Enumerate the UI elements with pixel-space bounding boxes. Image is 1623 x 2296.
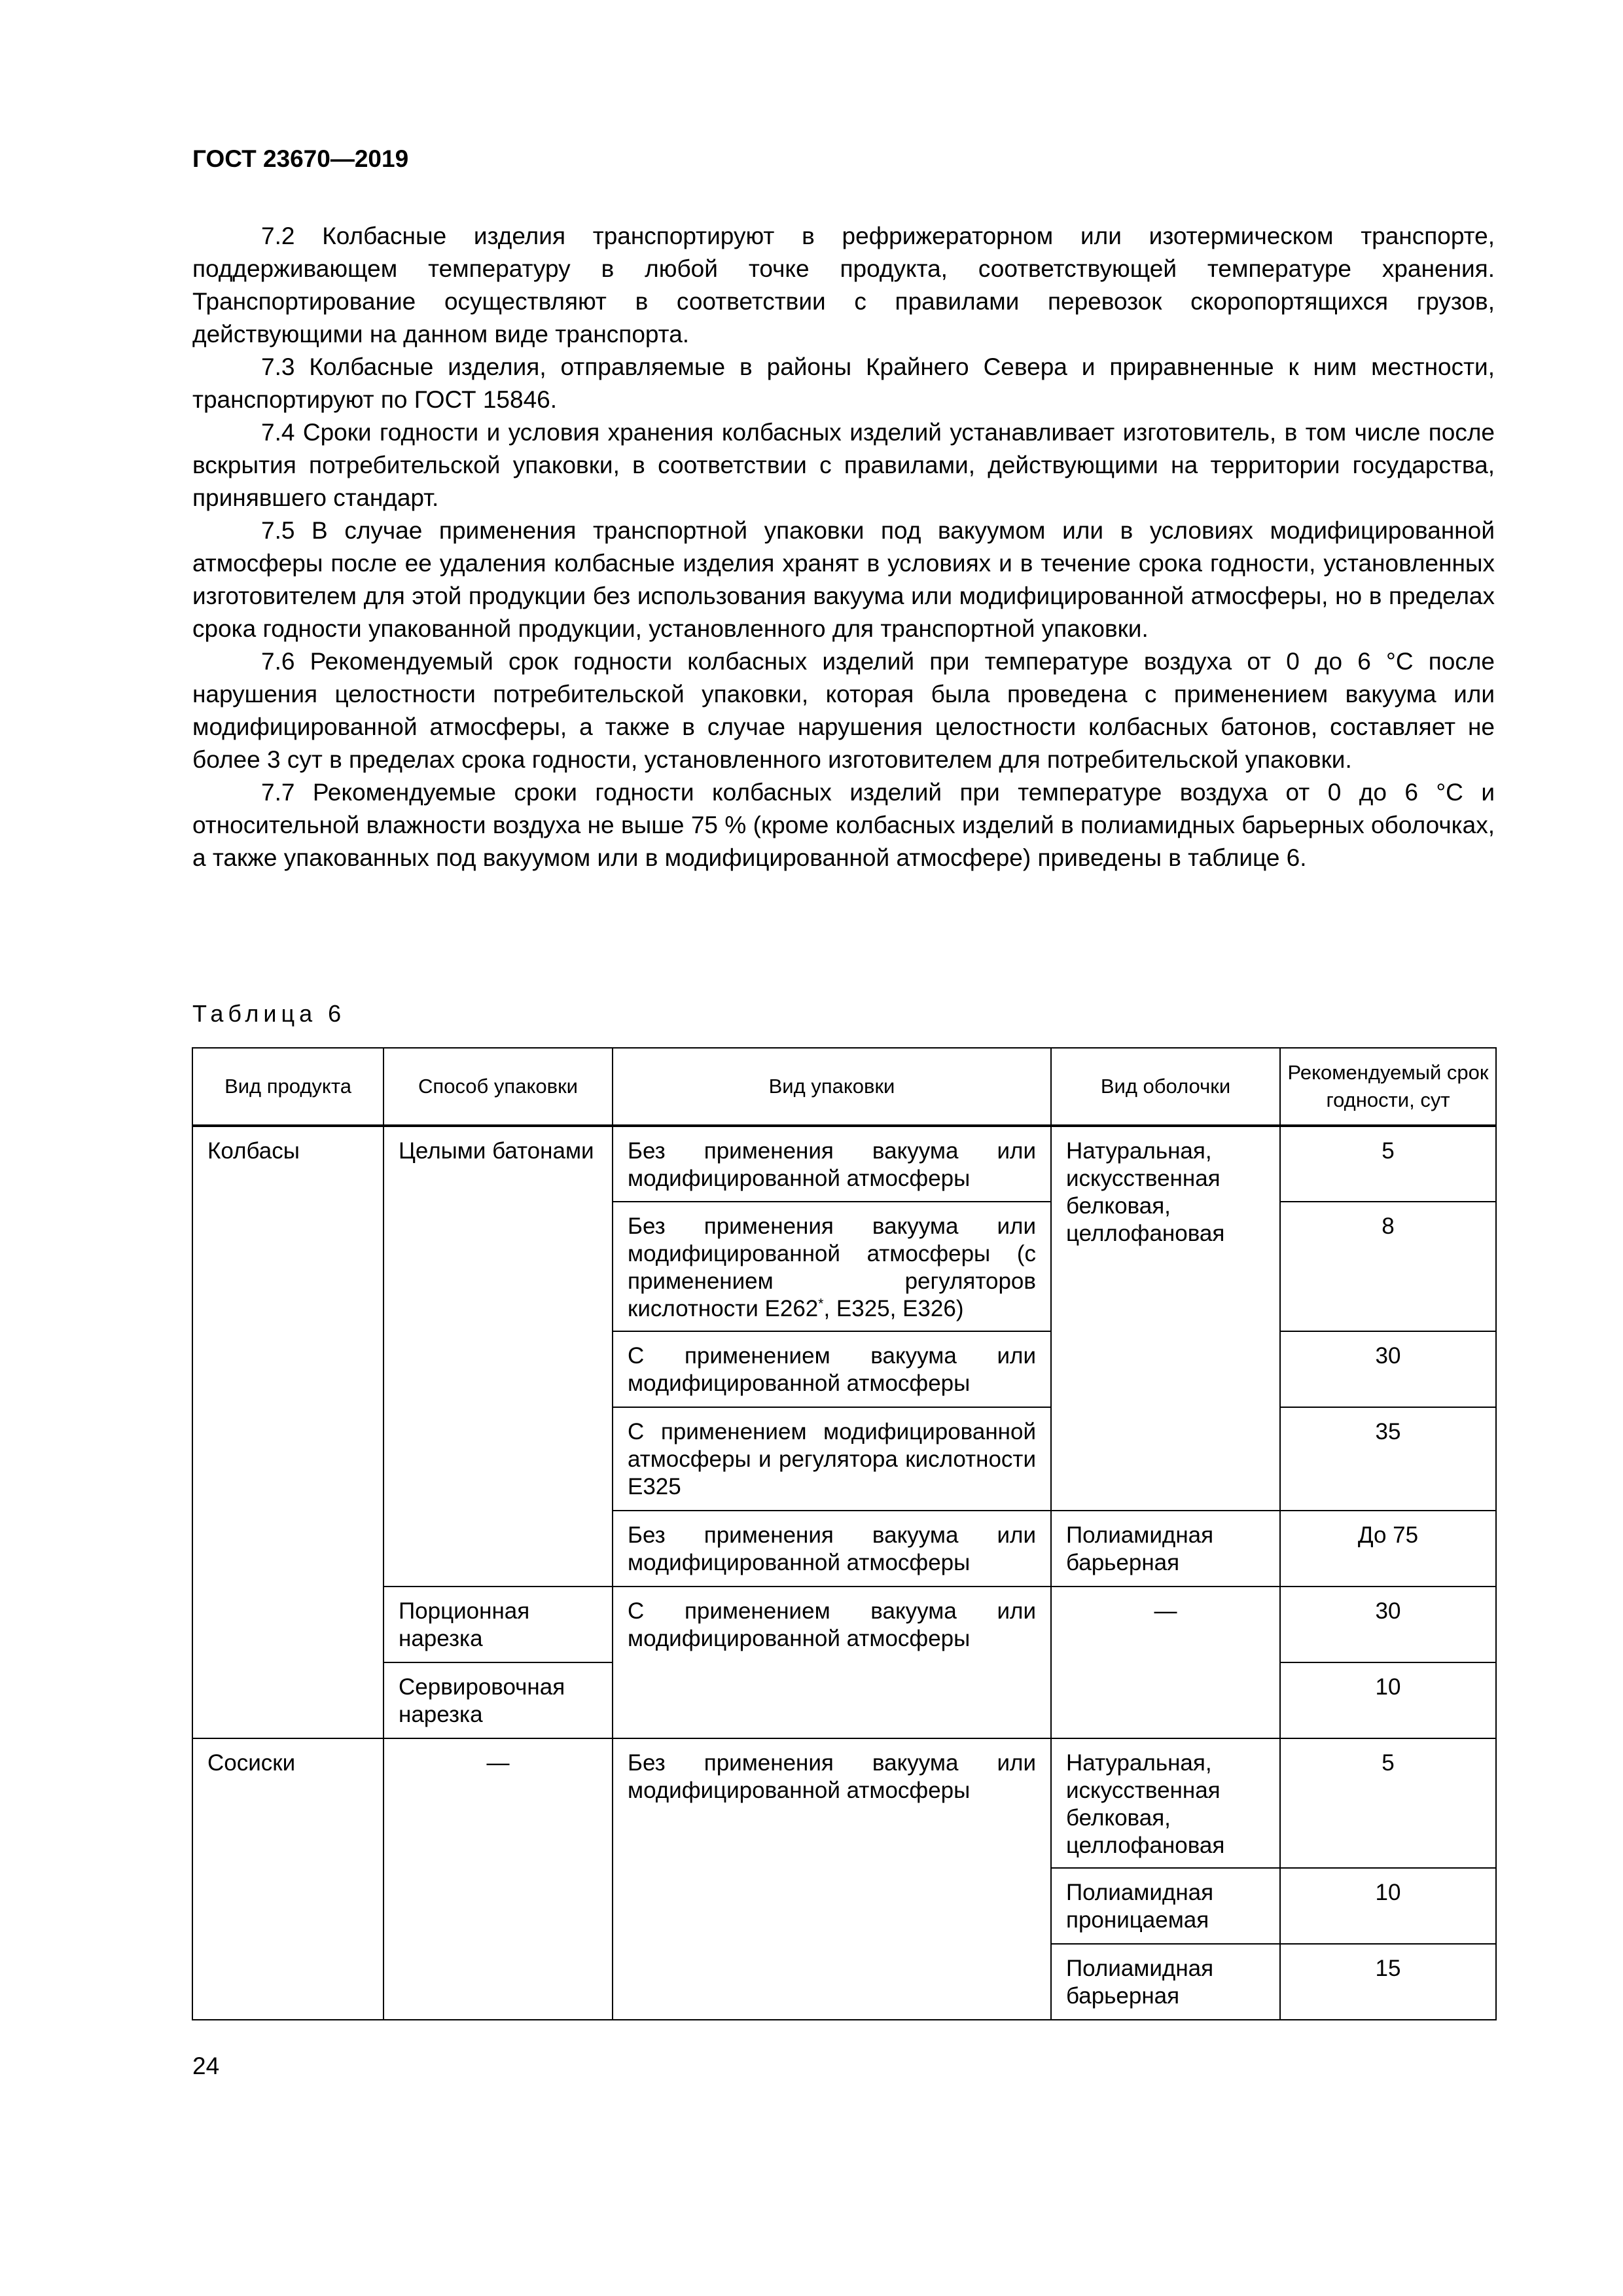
casing-type-cell: Натуральная, искусственная белковая, целлофановая xyxy=(1051,1126,1280,1511)
header-product-type: Вид продукта xyxy=(192,1048,383,1126)
table-row xyxy=(192,1126,1496,1202)
paragraph-7-7: 7.7 Рекомендуемые сроки годности колбасных изделий при температуре воздуха от 0 до 6 °С и относительной влажности воздуха не выше 75 % (кроме колбасных изделий в полиамидных барьерных оболочках, а также упакованных под вакуумом или в модифицированной атмосфере) приведены в таблице 6. xyxy=(192,779,1495,871)
product-cell: Сосиски xyxy=(192,1738,383,2020)
packaging-type-cell: С применением вакуума или модифицированной атмосферы xyxy=(613,1331,1051,1407)
packaging-type-cell: Без применения вакуума или модифицированной атмосферы xyxy=(613,1511,1051,1587)
shelf-life-cell: 30 xyxy=(1280,1587,1496,1662)
body-text xyxy=(192,220,1495,874)
shelf-life-cell: 15 xyxy=(1280,1944,1496,2020)
header-casing-type: Вид оболочки xyxy=(1051,1048,1280,1126)
packing-method-cell: Целыми батонами xyxy=(383,1126,613,1587)
paragraph-7-5: 7.5 В случае применения транспортной упаковки под вакуумом или в условиях модифицированной атмосферы после ее удаления колбасные изделия хранят в условиях и в течение срока годности, установленных изготовителем для этой продукции без использования вакуума или модифицированной атмосферы, но в пределах срока годности упакованной продукции, установленного для транспортной упаковки. xyxy=(192,517,1495,642)
header-packaging-type: Вид упаковки xyxy=(613,1048,1051,1126)
table-row xyxy=(192,1587,1496,1662)
shelf-life-cell: 8 xyxy=(1280,1202,1496,1331)
casing-type-cell: Натуральная, искусственная белковая, целлофановая xyxy=(1051,1738,1280,1868)
table-row xyxy=(192,1738,1496,1868)
packaging-type-cell xyxy=(613,1202,1051,1331)
page-number: 24 xyxy=(192,2053,220,2079)
shelf-life-cell: 35 xyxy=(1280,1407,1496,1511)
packing-method-cell: Порционная нарезка xyxy=(383,1587,613,1662)
header-shelf-life: Рекомендуемый срок годности, сут xyxy=(1280,1048,1496,1126)
paragraph-7-2: 7.2 Колбасные изделия транспортируют в рефрижераторном или изотермическом транспорте, поддерживающем температуру в любой точке продукта, соответствующей температуре хранения. Транспортирование осуществляют в соответствии с правилами перевозок скоропортящихся грузов, действующими на данном виде транспорта. xyxy=(192,223,1495,348)
shelf-life-cell: 10 xyxy=(1280,1662,1496,1738)
shelf-life-cell: 5 xyxy=(1280,1126,1496,1202)
footnote-mark: * xyxy=(818,1296,824,1312)
header-packing-method: Способ упаковки xyxy=(383,1048,613,1126)
shelf-life-cell: 30 xyxy=(1280,1331,1496,1407)
shelf-life-cell: До 75 xyxy=(1280,1511,1496,1587)
casing-type-cell: Полиамидная барьерная xyxy=(1051,1944,1280,2020)
shelf-life-cell: 5 xyxy=(1280,1738,1496,1868)
casing-type-cell: Полиамидная барьерная xyxy=(1051,1511,1280,1587)
packing-method-cell: — xyxy=(383,1738,613,2020)
table-header-row xyxy=(192,1048,1496,1126)
packaging-type-cell: С применением модифицированной атмосферы и регулятора кислотности Е325 xyxy=(613,1407,1051,1511)
product-cell: Колбасы xyxy=(192,1126,383,1738)
packing-method-cell: Сервировочная нарезка xyxy=(383,1662,613,1738)
paragraph-7-3: 7.3 Колбасные изделия, отправляемые в районы Крайнего Севера и приравненные к ним местности, транспортируют по ГОСТ 15846. xyxy=(192,353,1495,413)
packaging-type-cell: Без применения вакуума или модифицированной атмосферы xyxy=(613,1738,1051,2020)
paragraph-7-4: 7.4 Сроки годности и условия хранения колбасных изделий устанавливает изготовитель, в том числе после вскрытия потребительской упаковки, в соответствии с правилами, действующими на территории государства, принявшего стандарт. xyxy=(192,419,1495,511)
table-caption: Таблица 6 xyxy=(192,1000,346,1027)
packaging-type-text-tail: , Е325, Е326) xyxy=(823,1296,964,1321)
shelf-life-cell: 10 xyxy=(1280,1868,1496,1944)
packaging-type-text: Без применения вакуума или модифицированной атмосферы (с применением регуляторов кислотности Е262 xyxy=(628,1213,1036,1321)
casing-type-cell: — xyxy=(1051,1587,1280,1738)
packaging-type-cell: С применением вакуума или модифицированной атмосферы xyxy=(613,1587,1051,1738)
shelf-life-table xyxy=(192,1047,1497,2020)
document-header: ГОСТ 23670—2019 xyxy=(192,145,409,172)
casing-type-cell: Полиамидная проницаемая xyxy=(1051,1868,1280,1944)
paragraph-7-6: 7.6 Рекомендуемый срок годности колбасных изделий при температуре воздуха от 0 до 6 °С после нарушения целостности потребительской упаковки, которая была проведена с применением вакуума или модифицированной атмосферы, а также в случае нарушения целостности колбасных батонов, составляет не более 3 сут в пределах срока годности, установленного изготовителем для потребительской упаковки. xyxy=(192,648,1495,773)
packaging-type-cell: Без применения вакуума или модифицированной атмосферы xyxy=(613,1126,1051,1202)
